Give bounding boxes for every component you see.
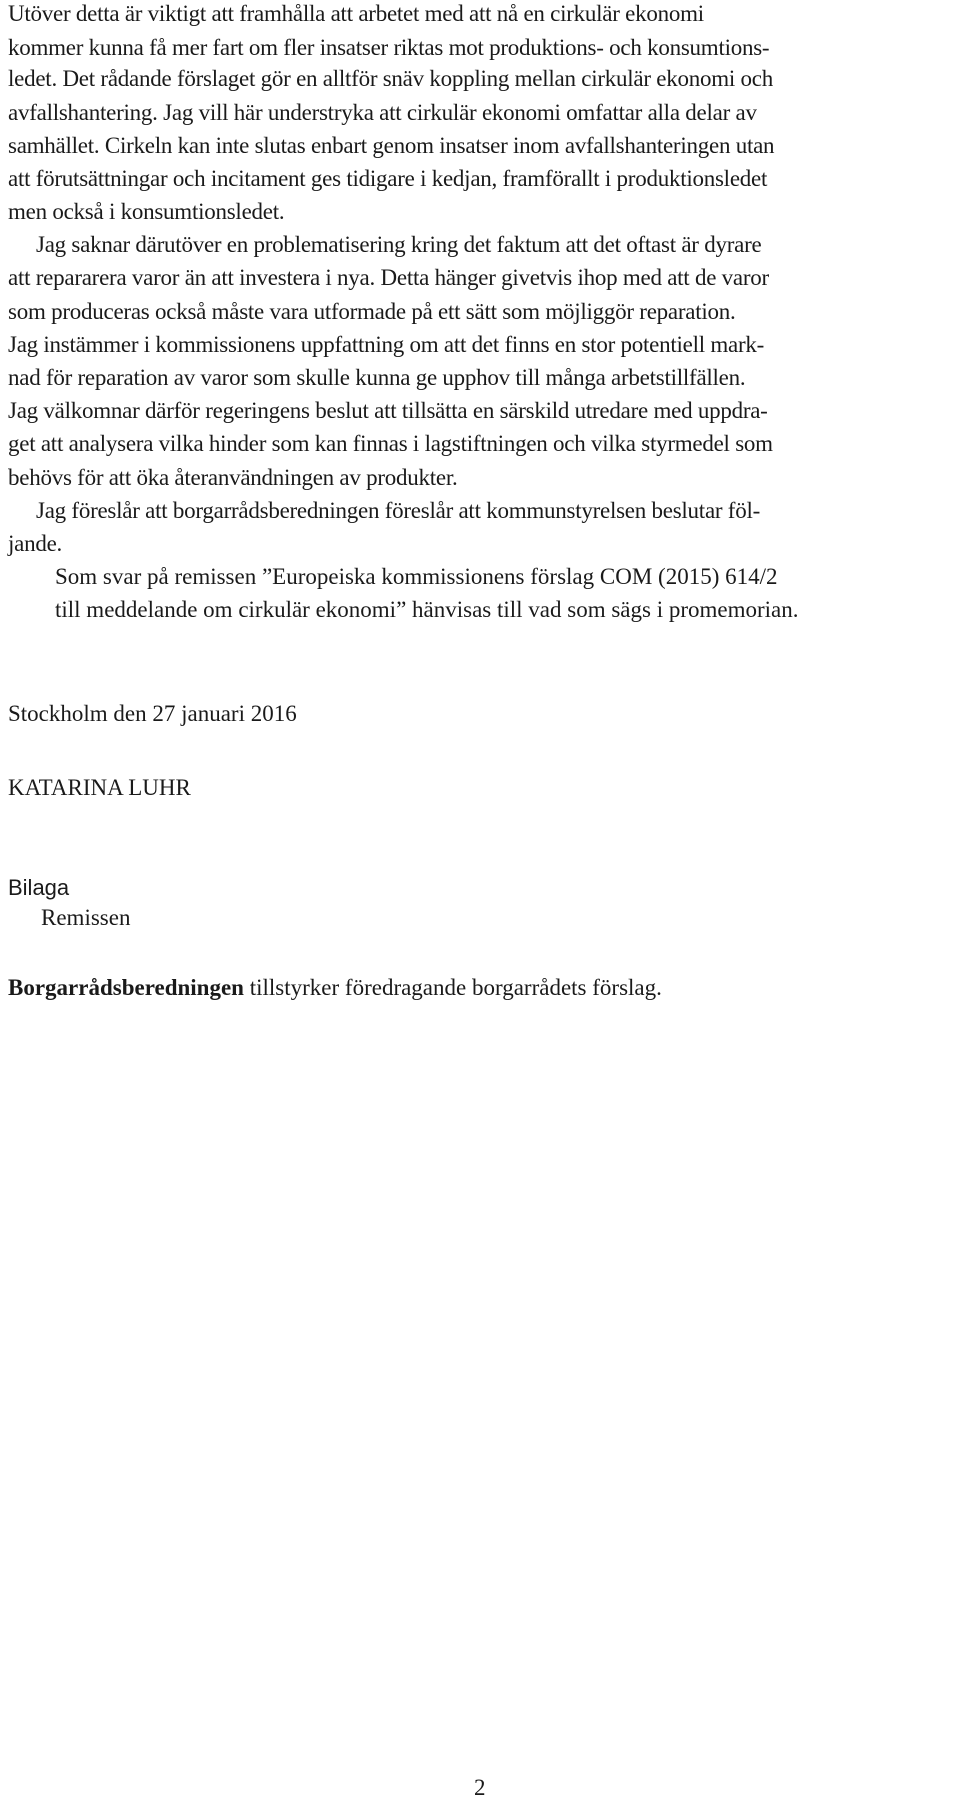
page-number: 2 [474,1775,486,1800]
body-line-9: att repararera varor än att investera i nya. Detta hänger givetvis ihop med att de varor [8,265,769,290]
body-line-18: Som svar på remissen ”Europeiska kommissionens förslag COM (2015) 614/2 [55,564,778,589]
signature-place-date: Stockholm den 27 januari 2016 [8,701,297,726]
body-line-5: samhället. Cirkeln kan inte slutas enbart genom insatser inom avfallshanteringen utan [8,133,775,158]
body-line-17: jande. [8,531,63,556]
body-line-3: ledet. Det rådande förslaget gör en alltför snäv koppling mellan cirkulär ekonomi och [8,66,773,91]
attachment-item: Remissen [41,905,131,930]
body-line-4: avfallshantering. Jag vill här understryka att cirkulär ekonomi omfattar alla delar av [8,100,757,125]
body-line-14: get att analysera vilka hinder som kan finnas i lagstiftningen och vilka styrmedel som [8,431,773,456]
body-line-13: Jag välkomnar därför regeringens beslut att tillsätta en särskild utredare med uppdra- [8,398,768,423]
body-line-2: kommer kunna få mer fart om fler insatser riktas mot produktions- och konsumtions- [8,35,770,60]
body-line-19: till meddelande om cirkulär ekonomi” hänvisas till vad som sägs i promemorian. [55,597,799,622]
body-line-10: som produceras också måste vara utformade på ett sätt som möjliggör reparation. [8,299,736,324]
body-line-11: Jag instämmer i kommissionens uppfattning om att det finns en stor potentiell mark- [8,332,765,357]
body-line-8: Jag saknar därutöver en problematisering kring det faktum att det oftast är dyrare [36,232,762,257]
body-line-1: Utöver detta är viktigt att framhålla att arbetet med att nå en cirkulär ekonomi [8,1,704,26]
body-line-16: Jag föreslår att borgarrådsberedningen föreslår att kommunstyrelsen beslutar föl- [36,498,761,523]
body-line-12: nad för reparation av varor som skulle kunna ge upphov till många arbetstillfällen. [8,365,746,390]
body-line-15: behövs för att öka återanvändningen av produkter. [8,465,458,490]
signature-name: KATARINA LUHR [8,775,191,800]
body-line-6: att förutsättningar och incitament ges tidigare i kedjan, framförallt i produktionsledet [8,166,768,191]
attachment-heading: Bilaga [8,875,70,900]
conclusion-line [8,974,662,1002]
body-line-7: men också i konsumtionsledet. [8,199,285,224]
conclusion-bold: Borgarrådsberedningen [8,975,244,1000]
conclusion-rest: tillstyrker föredragande borgarrådets förslag. [243,975,662,1000]
